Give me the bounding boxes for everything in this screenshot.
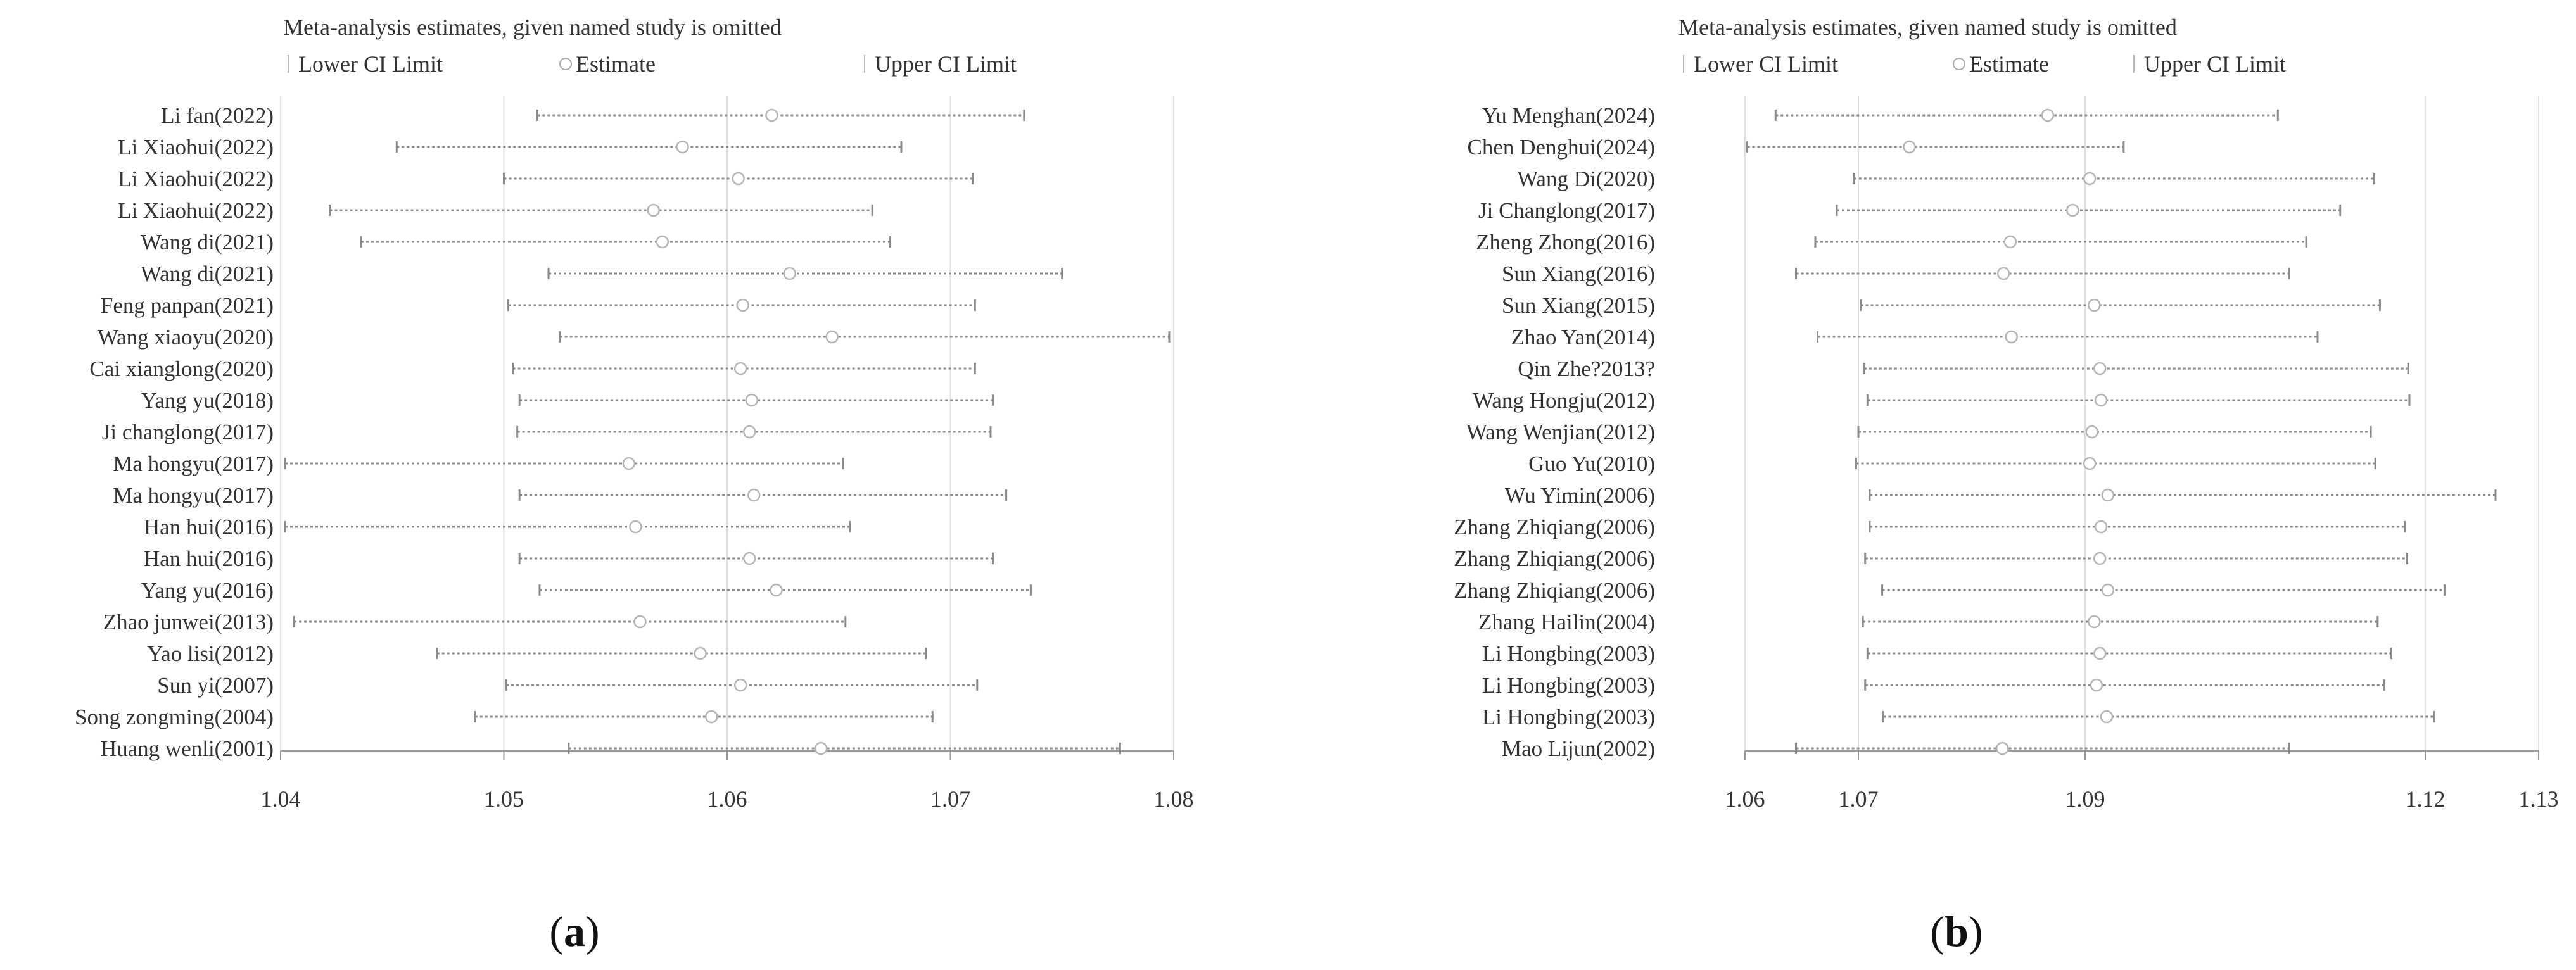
chart-title: Meta-analysis estimates, given named study is omitted bbox=[1678, 15, 2177, 40]
study-label: Li fan(2022) bbox=[161, 103, 274, 128]
estimate-point bbox=[735, 363, 746, 374]
estimate-point bbox=[2102, 584, 2114, 596]
study-label: Song zongming(2004) bbox=[74, 705, 274, 729]
estimate-point bbox=[1904, 141, 1915, 153]
study-label: Han hui(2016) bbox=[143, 546, 274, 571]
estimate-point bbox=[744, 553, 755, 564]
estimate-point bbox=[2094, 553, 2105, 564]
estimate-point bbox=[2084, 173, 2095, 184]
study-label: Chen Denghui(2024) bbox=[1467, 135, 1655, 160]
estimate-point bbox=[677, 141, 688, 153]
study-label: Yang yu(2016) bbox=[141, 578, 274, 603]
estimate-point bbox=[733, 173, 744, 184]
study-label: Zhang Zhiqiang(2006) bbox=[1454, 515, 1655, 539]
study-label: Han hui(2016) bbox=[143, 515, 274, 539]
legend-estimate-symbol bbox=[560, 58, 571, 70]
estimate-point bbox=[2084, 458, 2095, 469]
estimate-point bbox=[2101, 711, 2112, 722]
legend-estimate-label: Estimate bbox=[576, 51, 656, 77]
legend-estimate-symbol bbox=[1953, 58, 1965, 70]
estimate-point bbox=[771, 584, 782, 596]
study-label: Ma hongyu(2017) bbox=[113, 483, 274, 508]
estimate-point bbox=[2102, 489, 2114, 501]
study-label: Li Hongbing(2003) bbox=[1482, 673, 1655, 698]
study-label: Feng panpan(2021) bbox=[100, 293, 274, 318]
estimate-point bbox=[2005, 236, 2016, 248]
estimate-point bbox=[657, 236, 668, 248]
estimate-point bbox=[744, 426, 755, 438]
estimate-point bbox=[2088, 616, 2100, 627]
study-label: Ji changlong(2017) bbox=[101, 420, 274, 444]
study-label: Cai xianglong(2020) bbox=[89, 356, 274, 381]
panel-label-a: (a) bbox=[549, 907, 600, 955]
estimate-point bbox=[2094, 648, 2105, 659]
study-label: Li Xiaohui(2022) bbox=[118, 198, 274, 223]
study-label: Zhang Hailin(2004) bbox=[1478, 610, 1655, 634]
estimate-point bbox=[815, 743, 827, 754]
chart-title: Meta-analysis estimates, given named study is omitted bbox=[283, 15, 782, 40]
study-label: Li Xiaohui(2022) bbox=[118, 135, 274, 160]
study-label: Zhang Zhiqiang(2006) bbox=[1454, 546, 1655, 571]
estimate-point bbox=[2091, 679, 2102, 691]
legend-lower-label: Lower CI Limit bbox=[1694, 51, 1838, 77]
x-tick-label: 1.12 bbox=[2405, 786, 2446, 812]
study-label: Wu Yimin(2006) bbox=[1504, 483, 1655, 508]
study-label: Zhang Zhiqiang(2006) bbox=[1454, 578, 1655, 603]
estimate-point bbox=[737, 299, 749, 311]
legend-estimate-label: Estimate bbox=[1969, 51, 2049, 77]
study-label: Yao lisi(2012) bbox=[147, 641, 274, 666]
panel-label-b: (b) bbox=[1930, 907, 1983, 955]
study-label: Wang Di(2020) bbox=[1517, 167, 1655, 191]
study-label: Yu Menghan(2024) bbox=[1482, 103, 1655, 128]
legend-lower-label: Lower CI Limit bbox=[298, 51, 443, 77]
estimate-point bbox=[2042, 110, 2053, 121]
x-tick-label: 1.05 bbox=[484, 786, 524, 812]
study-label: Sun yi(2007) bbox=[157, 673, 274, 698]
estimate-point bbox=[623, 458, 635, 469]
study-label: Sun Xiang(2016) bbox=[1501, 261, 1655, 286]
study-label: Wang xiaoyu(2020) bbox=[97, 325, 274, 350]
x-tick-label: 1.09 bbox=[2065, 786, 2105, 812]
x-tick-label: 1.04 bbox=[260, 786, 301, 812]
study-label: Li Hongbing(2003) bbox=[1482, 705, 1655, 729]
study-label: Mao Lijun(2002) bbox=[1501, 736, 1655, 761]
study-label: Yang yu(2018) bbox=[141, 388, 274, 413]
study-label: Huang wenli(2001) bbox=[100, 736, 274, 761]
study-label: Li Xiaohui(2022) bbox=[118, 167, 274, 191]
estimate-point bbox=[2006, 331, 2017, 343]
estimate-point bbox=[635, 616, 646, 627]
estimate-point bbox=[2086, 426, 2098, 438]
estimate-point bbox=[2095, 521, 2107, 532]
study-label: Li Hongbing(2003) bbox=[1482, 641, 1655, 666]
estimate-point bbox=[706, 711, 717, 722]
estimate-point bbox=[735, 679, 746, 691]
study-label: Wang di(2021) bbox=[140, 230, 274, 255]
x-tick-label: 1.07 bbox=[930, 786, 970, 812]
study-label: Wang di(2021) bbox=[140, 261, 274, 286]
x-tick-label: 1.07 bbox=[1838, 786, 1879, 812]
study-label: Guo Yu(2010) bbox=[1528, 451, 1655, 476]
estimate-point bbox=[748, 489, 759, 501]
x-tick-label: 1.06 bbox=[1725, 786, 1765, 812]
study-label: Sun Xiang(2015) bbox=[1501, 293, 1655, 318]
estimate-point bbox=[2095, 394, 2107, 406]
estimate-point bbox=[827, 331, 838, 343]
estimate-point bbox=[766, 110, 778, 121]
study-label: Ma hongyu(2017) bbox=[113, 451, 274, 476]
study-label: Wang Wenjian(2012) bbox=[1466, 420, 1655, 444]
study-label: Zhao Yan(2014) bbox=[1511, 325, 1655, 350]
forest-plot-a bbox=[0, 0, 1288, 899]
estimate-point bbox=[695, 648, 706, 659]
study-label: Qin Zhe?2013? bbox=[1518, 356, 1655, 381]
estimate-point bbox=[630, 521, 641, 532]
estimate-point bbox=[1996, 743, 2008, 754]
estimate-point bbox=[1998, 268, 2009, 279]
study-label: Zheng Zhong(2016) bbox=[1476, 230, 1655, 255]
study-label: Wang Hongju(2012) bbox=[1473, 388, 1655, 413]
study-label: Ji Changlong(2017) bbox=[1478, 198, 1655, 223]
estimate-point bbox=[784, 268, 796, 279]
estimate-point bbox=[746, 394, 758, 406]
estimate-point bbox=[2094, 363, 2105, 374]
x-tick-label: 1.13 bbox=[2518, 786, 2559, 812]
forest-plot-b bbox=[1288, 0, 2576, 899]
legend-upper-label: Upper CI Limit bbox=[2144, 51, 2286, 77]
estimate-point bbox=[648, 205, 659, 216]
study-label: Zhao junwei(2013) bbox=[103, 610, 274, 634]
x-tick-label: 1.08 bbox=[1153, 786, 1194, 812]
legend-upper-label: Upper CI Limit bbox=[875, 51, 1017, 77]
estimate-point bbox=[2088, 299, 2100, 311]
estimate-point bbox=[2067, 205, 2078, 216]
x-tick-label: 1.06 bbox=[707, 786, 747, 812]
